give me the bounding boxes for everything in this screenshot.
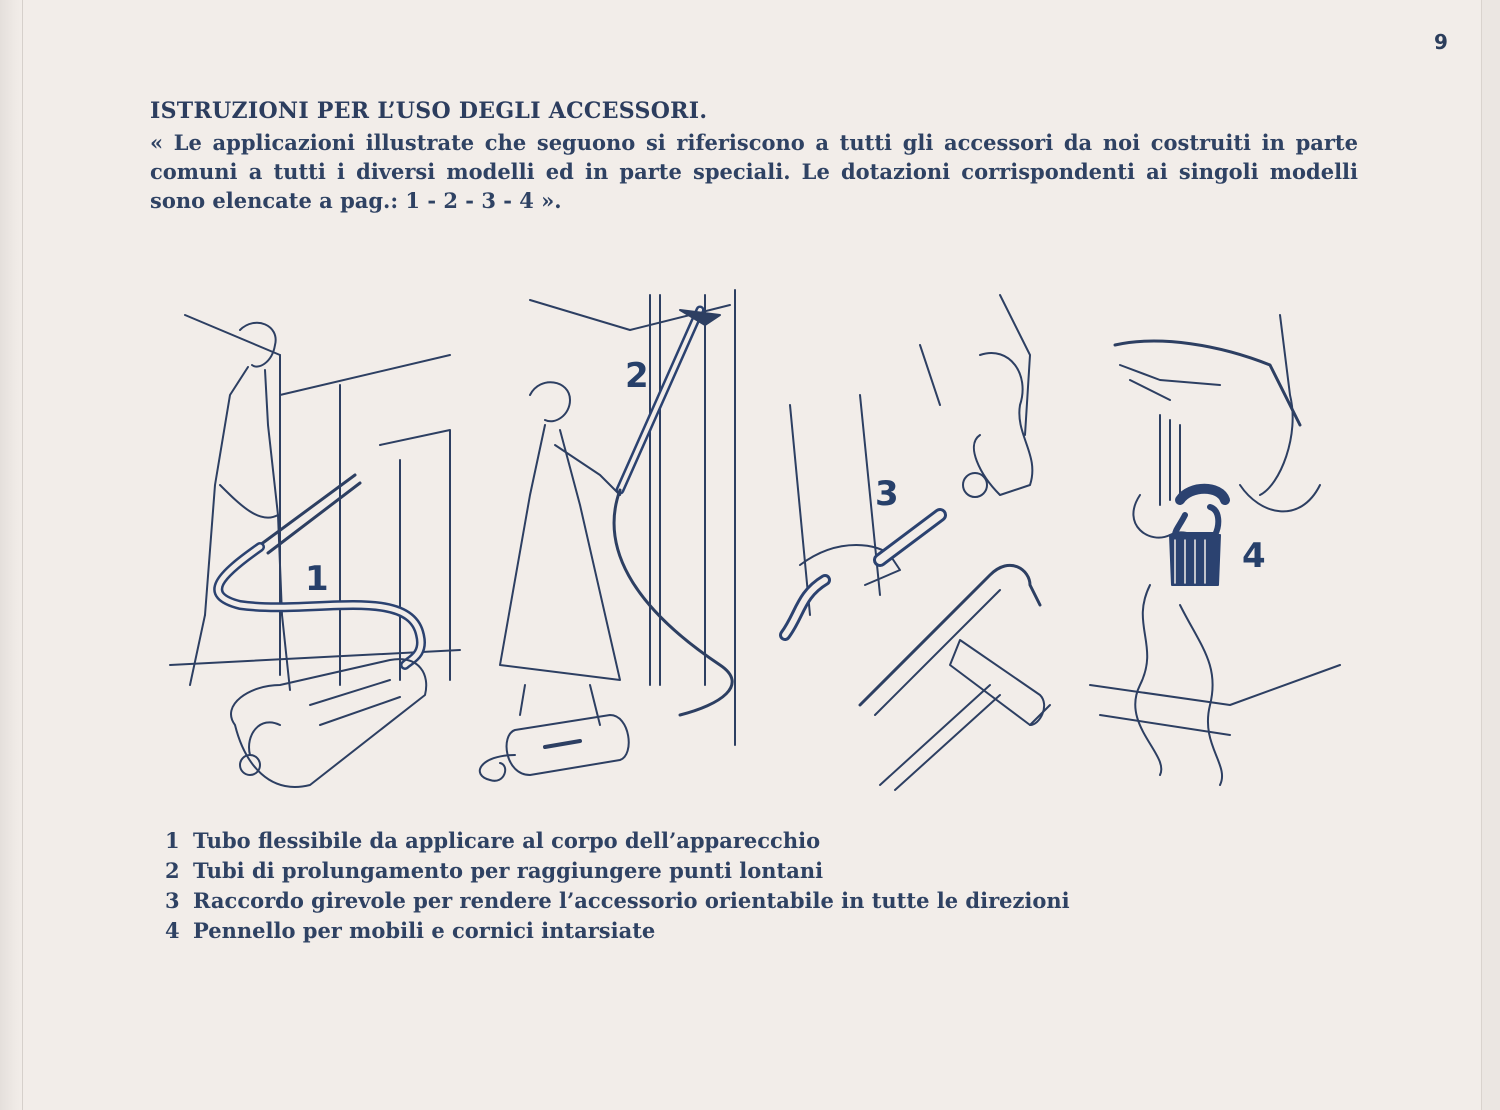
caption-number: 4 — [165, 918, 180, 943]
caption-item — [165, 856, 1070, 886]
caption-number: 2 — [165, 858, 180, 883]
section-heading: ISTRUZIONI PER L’USO DEGLI ACCESSORI. — [150, 98, 708, 124]
panel-4-illustration — [1090, 315, 1340, 785]
caption-list — [165, 826, 1070, 946]
caption-item — [165, 886, 1070, 916]
caption-number: 1 — [165, 828, 180, 853]
panel-label-2: 2 — [625, 356, 649, 396]
panel-1-illustration — [170, 315, 460, 787]
page-number: 9 — [1434, 30, 1448, 54]
caption-text: Tubi di prolungamento per raggiungere punti lontani — [193, 858, 824, 883]
intro-paragraph: « Le applicazioni illustrate che seguono si riferiscono a tutti gli accessori da noi costruiti in parte comuni a tutti i diversi modelli ed in parte speciali. Le dotazioni corrispondenti ai singoli modelli sono elencate a pag.: 1 - 2 - 3 - 4 ». — [150, 130, 1358, 213]
panel-label-3: 3 — [875, 474, 899, 514]
caption-item — [165, 826, 1070, 856]
caption-text: Pennello per mobili e cornici intarsiate — [193, 918, 656, 943]
caption-text: Raccordo girevole per rendere l’accessorio orientabile in tutte le direzioni — [193, 888, 1070, 913]
panel-label-1: 1 — [305, 559, 329, 599]
caption-item — [165, 916, 1070, 946]
caption-text: Tubo flessibile da applicare al corpo dell’apparecchio — [193, 828, 821, 853]
caption-number: 3 — [165, 888, 180, 913]
panel-label-4: 4 — [1242, 536, 1266, 576]
panel-3-illustration — [785, 295, 1050, 790]
binding-gutter — [0, 0, 22, 1110]
accessory-illustrations — [160, 285, 1350, 805]
panel-2-illustration — [480, 290, 735, 781]
